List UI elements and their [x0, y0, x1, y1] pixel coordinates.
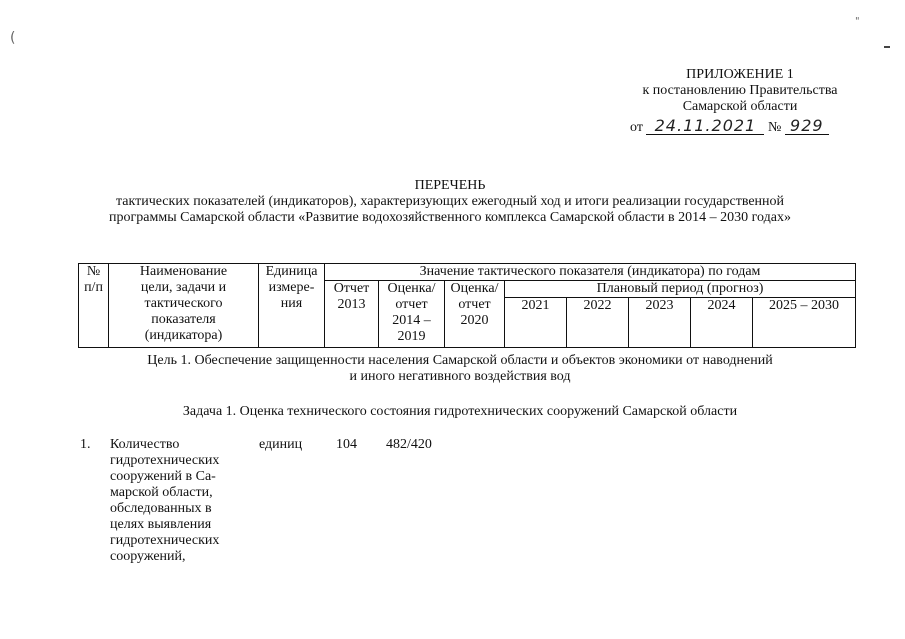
number-prefix: № — [767, 120, 782, 135]
date-handwritten: 24.11.2021 — [646, 118, 764, 135]
heading-subtitle-line1: тактических показателей (индикаторов), характеризующих ежегодный ход и итоги реализации государственной — [115, 194, 785, 209]
row-unit: единиц — [259, 437, 303, 452]
indicators-table-header — [78, 263, 856, 348]
appendix-block — [620, 67, 860, 115]
row-estimate-2014-2019: 482/420 — [386, 437, 432, 452]
header-year: 2025 – 2030 — [753, 298, 856, 348]
appendix-date-line — [630, 118, 860, 136]
scan-mark: " — [855, 16, 860, 27]
header-year: 2021 — [505, 298, 567, 348]
row-number: 1. — [80, 437, 91, 452]
number-handwritten: 929 — [785, 118, 829, 135]
task-heading: Задача 1. Оценка технического состояния гидротехнических сооружений Самарской области — [182, 404, 738, 419]
header-num: № п/п — [79, 264, 109, 348]
header-estimate-2014-2019: Оценка/ отчет 2014 – 2019 — [379, 281, 445, 348]
heading-title: ПЕРЕЧЕНЬ — [414, 178, 486, 193]
row-indicator-name: Количество гидротехнических сооружений в Са- марской области, обследованных в целях выявления гидротехнических сооружений, — [110, 437, 220, 564]
header-report-2013: Отчет 2013 — [325, 281, 379, 348]
date-prefix: от — [630, 120, 643, 135]
row-report-2013: 104 — [336, 437, 357, 452]
header-estimate-2020: Оценка/ отчет 2020 — [445, 281, 505, 348]
goal-line1: Цель 1. Обеспечение защищенности населения Самарской области и объектов экономики от наводнений — [147, 353, 773, 368]
goal-line2: и иного негативного воздействия вод — [349, 369, 571, 384]
goal-section — [60, 353, 860, 385]
header-unit: Единица измере- ния — [259, 264, 325, 348]
scan-mark: ( — [10, 30, 16, 46]
header-year: 2023 — [629, 298, 691, 348]
header-name: Наименование цели, задачи и тактического показателя (индикатора) — [109, 264, 259, 348]
appendix-line1: к постановлению Правительства — [642, 83, 838, 98]
document-heading — [40, 178, 860, 226]
header-year: 2022 — [567, 298, 629, 348]
header-values-group: Значение тактического показателя (индикатора) по годам — [325, 264, 856, 281]
header-year: 2024 — [691, 298, 753, 348]
appendix-line2: Самарской области — [682, 99, 798, 114]
heading-subtitle-line2: программы Самарской области «Развитие водохозяйственного комплекса Самарской области в 2014 – 2030 годах» — [109, 210, 791, 225]
scan-mark — [884, 46, 890, 48]
appendix-title: ПРИЛОЖЕНИЕ 1 — [686, 67, 794, 82]
header-plan-period: Плановый период (прогноз) — [505, 281, 856, 298]
